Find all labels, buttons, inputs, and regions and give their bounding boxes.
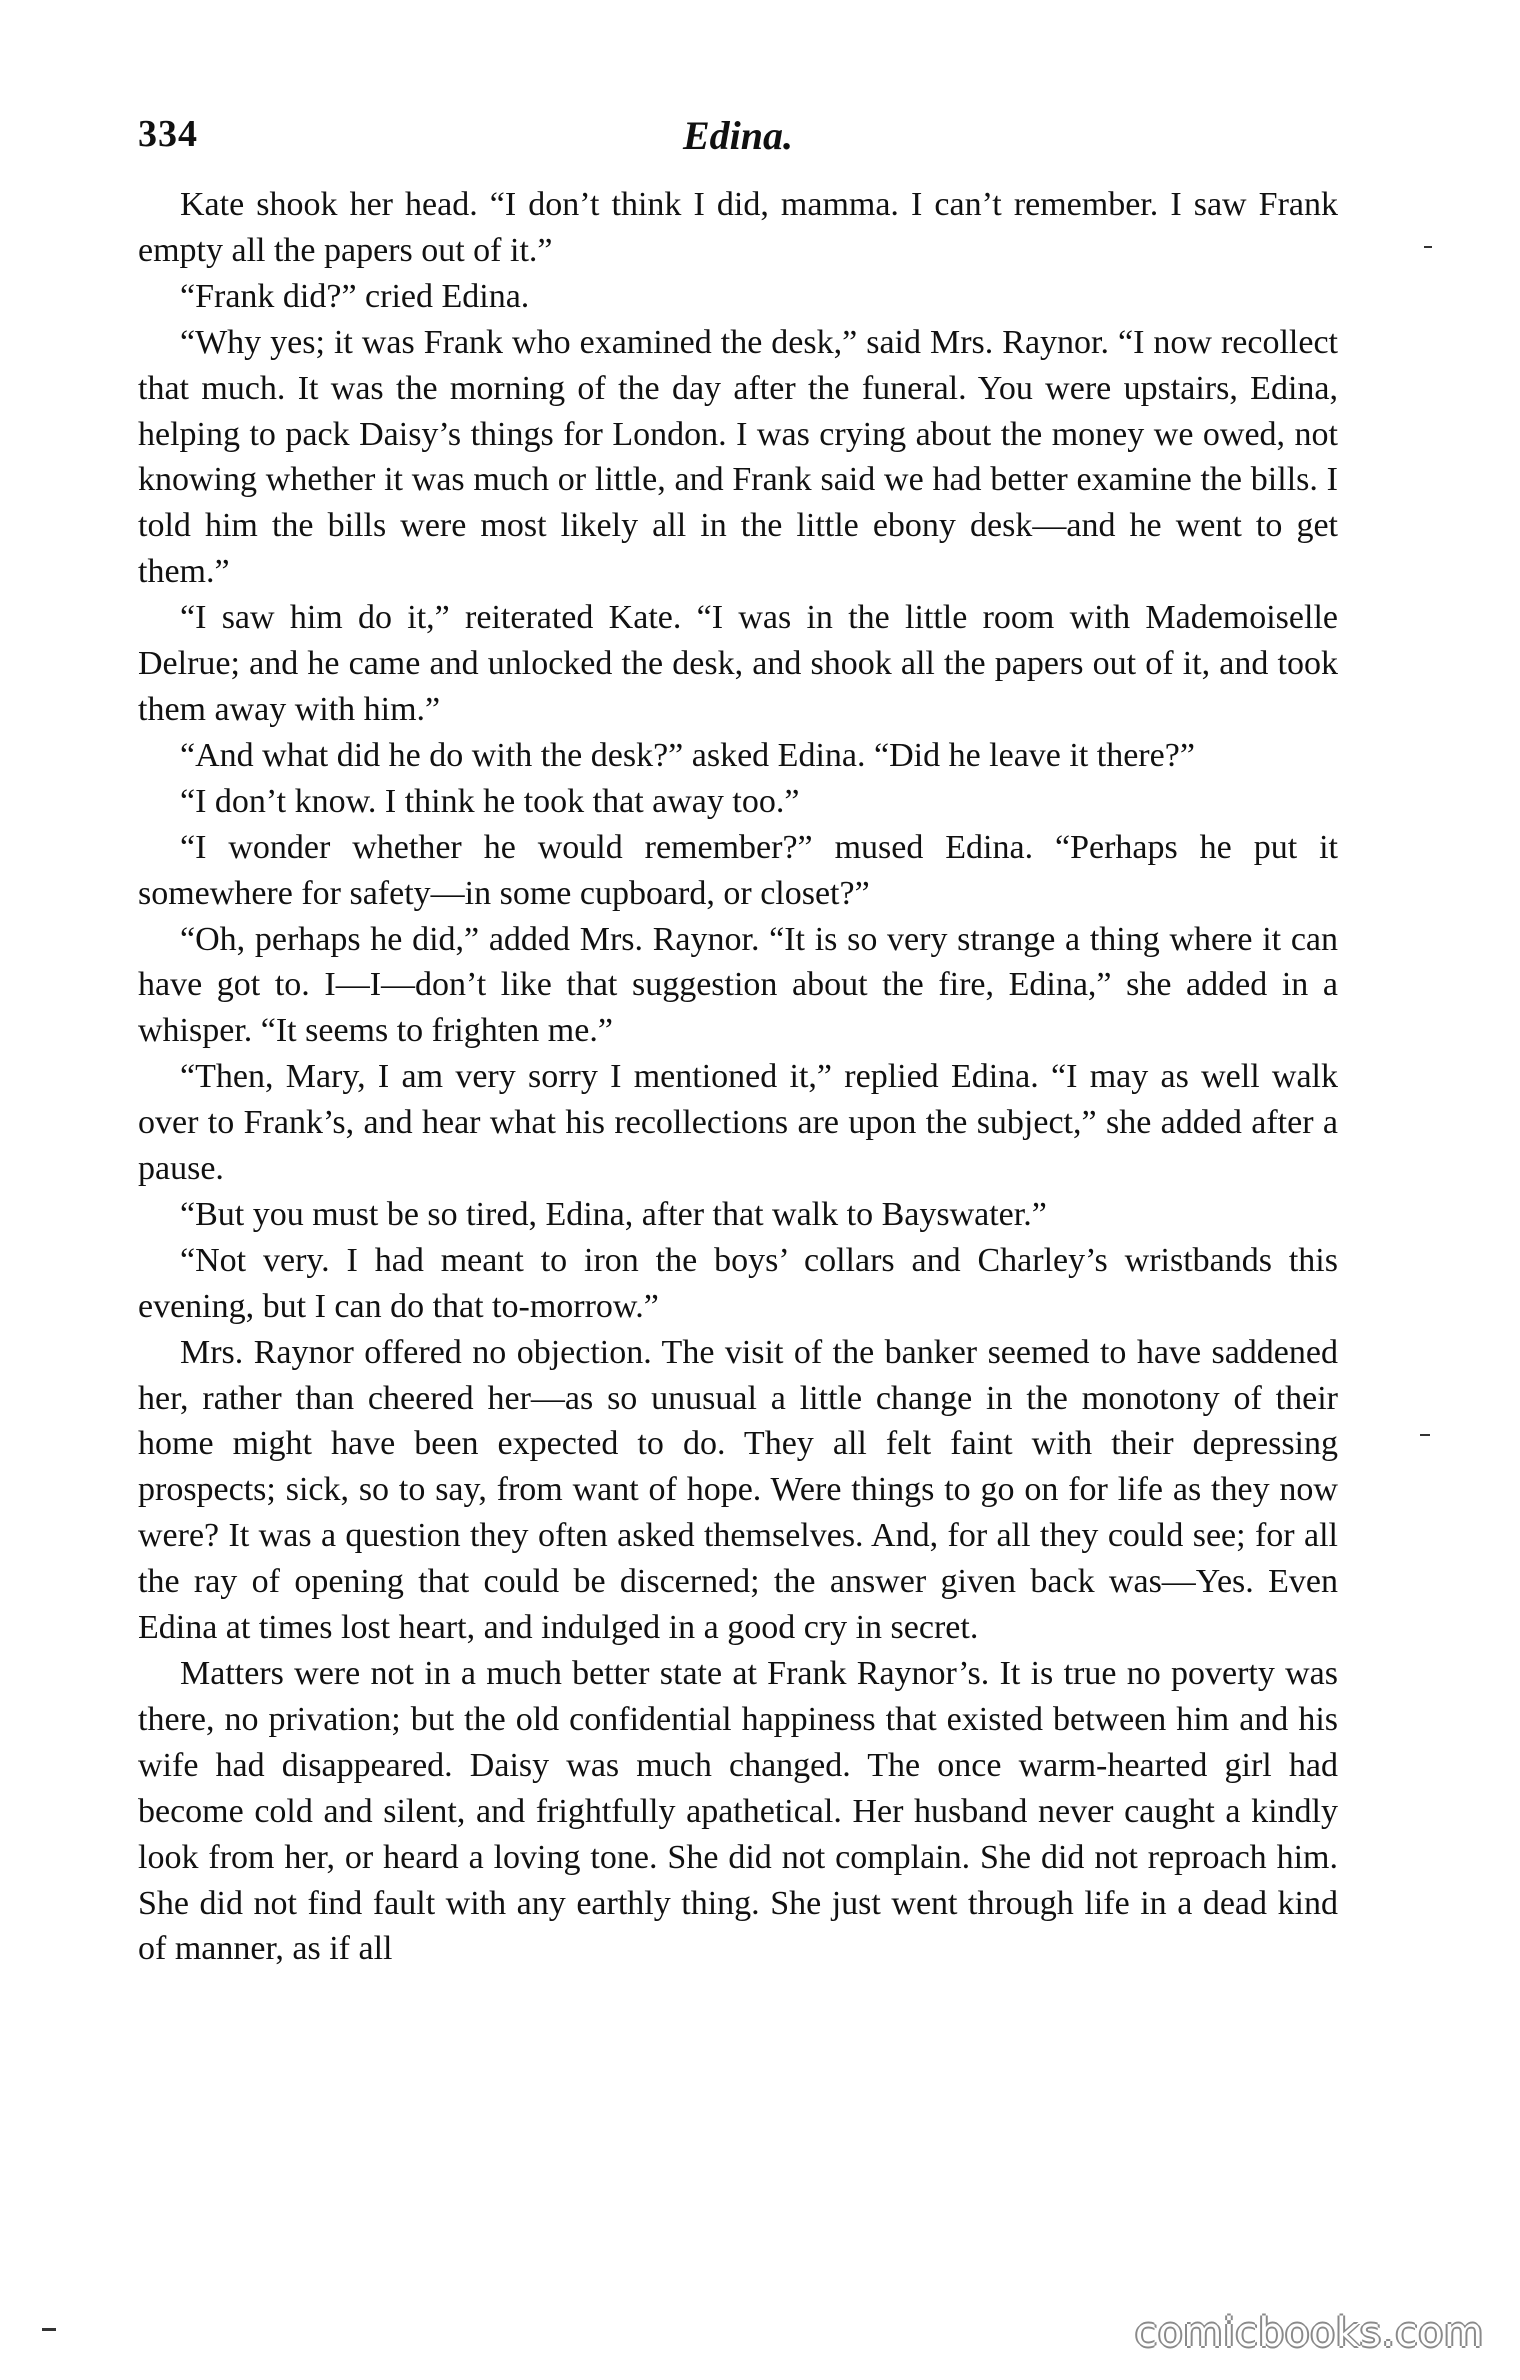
running-title: Edina. bbox=[682, 113, 794, 158]
paragraph: “And what did he do with the desk?” asked Edina. “Did he leave it there?” bbox=[180, 736, 1195, 774]
body-text bbox=[138, 182, 1338, 1972]
paragraph: “Why yes; it was Frank who examined the desk,” said Mrs. Raynor. “I now recollect that much. It was the morning of the day after the funeral. You were upstairs, Edina, helping to pack Daisy’s things for London. I was crying about the money we owed, not knowing whether it was much or little, and Frank said we had better examine the bills. I told him the bills were most likely all in the little ebony desk—and he went to get them.” bbox=[138, 323, 1338, 591]
margin-speck bbox=[42, 2328, 56, 2331]
paragraph: “I saw him do it,” reiterated Kate. “I was in the little room with Mademoiselle Delrue; and he came and unlocked the desk, and shook all the papers out of it, and took them away with him.” bbox=[138, 599, 1338, 728]
paragraph: Kate shook her head. “I don’t think I did, mamma. I can’t remember. I saw Frank empty all the papers out of it.” bbox=[138, 186, 1338, 269]
paragraph: “I don’t know. I think he took that away too.” bbox=[180, 782, 800, 820]
paragraph: “But you must be so tired, Edina, after that walk to Bayswater.” bbox=[180, 1195, 1047, 1233]
paragraph: Mrs. Raynor offered no objection. The visit of the banker seemed to have saddened her, rather than cheered her—as so unusual a little change in the monotony of their home might have been expected to do. They all felt faint with their depressing prospects; sick, so to say, from want of hope. Were things to go on for life as they now were? It was a question they often asked themselves. And, for all they could see; for all the ray of opening that could be discerned; the answer given back was—Yes. Even Edina at times lost heart, and indulged in a good cry in secret. bbox=[138, 1333, 1338, 1647]
paragraph: “Frank did?” cried Edina. bbox=[180, 277, 530, 315]
paragraph: “Then, Mary, I am very sorry I mentioned it,” replied Edina. “I may as well walk over to Frank’s, and hear what his recollections are upon the subject,” she added after a pause. bbox=[138, 1058, 1338, 1188]
paragraph: “I wonder whether he would remember?” mused Edina. “Perhaps he put it somewhere for safety—in some cupboard, or closet?” bbox=[138, 828, 1338, 912]
margin-speck bbox=[1420, 1434, 1430, 1436]
page-number: 334 bbox=[138, 113, 198, 155]
paragraph: “Oh, perhaps he did,” added Mrs. Raynor. “It is so very strange a thing where it can have got to. I—I—don’t like that suggestion about the fire, Edina,” she added in a whisper. “It seems to frighten me.” bbox=[138, 920, 1338, 1050]
page-header bbox=[138, 112, 1338, 172]
margin-speck bbox=[1424, 246, 1432, 248]
paragraph: Matters were not in a much better state at Frank Raynor’s. It is true no poverty was there, no privation; but the old confidential happiness that existed between him and his wife had disappeared. Daisy was much changed. The once warm-hearted girl had become cold and silent, and frightfully apathetical. Her husband never caught a kindly look from her, or heard a loving tone. She did not complain. She did not reproach him. She did not find fault with any earthly thing. She just went through life in a dead kind of manner, as if all bbox=[138, 1655, 1338, 1968]
watermark: comicbooks.com bbox=[1134, 2310, 1484, 2356]
paragraph: “Not very. I had meant to iron the boys’ collars and Charley’s wristbands this evening, but I can do that to-morrow.” bbox=[138, 1241, 1338, 1325]
